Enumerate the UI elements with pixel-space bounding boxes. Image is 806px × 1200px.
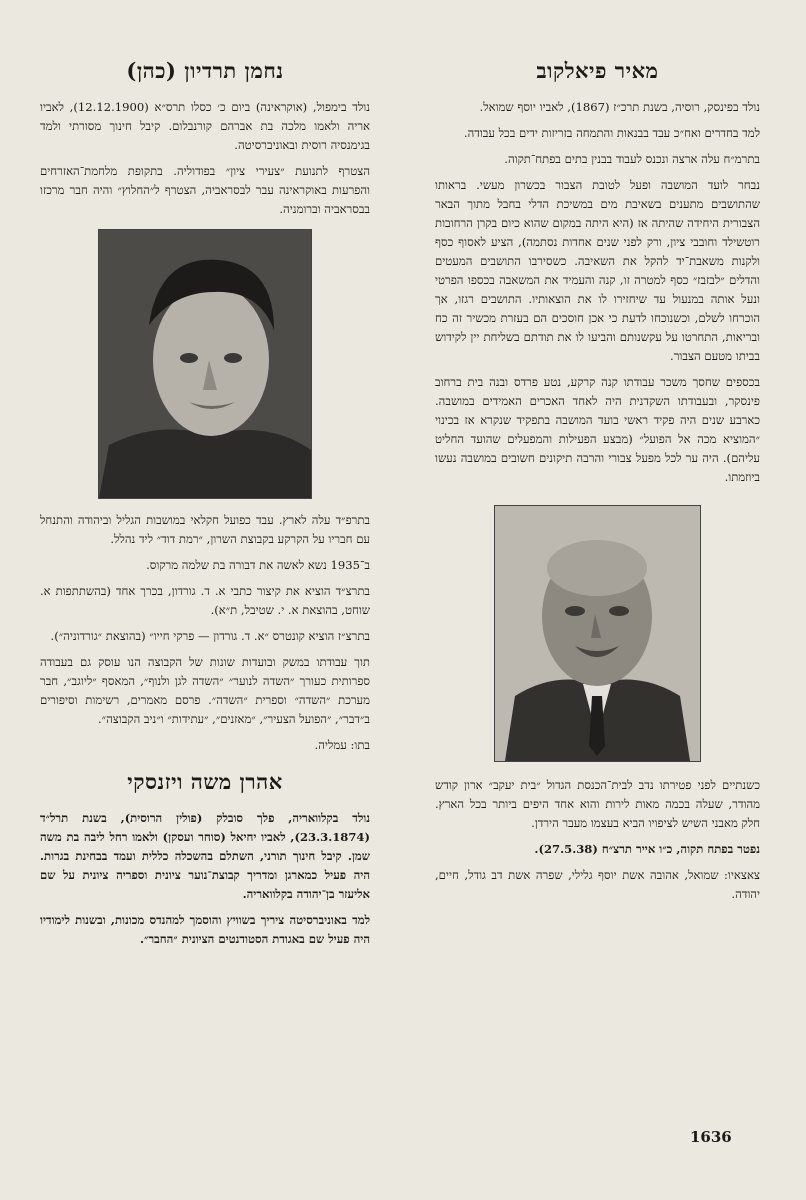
left-paragraph: ב־1935 נשא לאשה את דבורה בת שלמה מרקוס. xyxy=(146,558,370,572)
left-paragraph: בתרפ״ד עלה לארץ. עבד כפועל חקלאי במושבות הגליל וביהודה והתנחל עם חבריו על הקרקע בקבוצת השרון, ״רמת דוד״ ליד נהלל. xyxy=(40,513,370,546)
right-paragraph: נולד בפינסק, רוסיה, בשנת תרכ״ז (1867), לאביו יוסף שמואל. xyxy=(479,100,760,114)
left-paragraph: תוך עבודתו במשק ובועדות שונות של הקבוצה הנו עוסק גם בעבודה ספרותית כעורך ״השדה לנוער״ ״השדה לגן ולנוף״, המאסף ״ליוגב״, חבר מערכת ״השדה״ וספרית ״השדה״. פרסם מאמרים, רשימות וסיפורים ב״דבר״, ״הפועל הצעיר״, ״מאזנים״, ״עתידות״ ו״ניב הקבוצה״. xyxy=(40,655,370,726)
page-number: 1636 xyxy=(690,1128,732,1146)
left-descendants: בתו: עמליה. xyxy=(314,738,370,752)
left-column xyxy=(40,58,370,956)
left-paragraph: נולד בימפול, (אוקראינה) ביום כ׳ כסלו תרס״א (12.12.1900), לאביו אריה ולאמו מלכה בת אברהם קורנבלום. קיבל חינוך מסורתי ולמד בגימנסיה רוסית ובאוניברסיטה. xyxy=(40,100,370,152)
portrait-photo-elderly-man xyxy=(494,505,701,762)
second-paragraph: נולד בקלוואריה, פלך סובלק (פולין הרוסית), בשנת תרל״ד (23.3.1874), לאביו יחיאל (סוחר ועסקן) ולאמו רחל ליבה בת משה שמן. קיבל חינוך תורני, השתלם בהשכלה כללית ועמד בבחינת בגרות. היה פעיל כמארגן ומדריך קבוצת־נוער ציונית וספריה ציונית על שם אליעזר בן־יהודה בקלוואריה. xyxy=(40,811,370,901)
right-biography-title: מאיר פיאלקוב xyxy=(536,58,659,83)
second-paragraph: למד באוניברסיטה ציריך בשוויץ והוסמך למהנדס מכונות, ובשנות לימודיו היה פעיל שם באגודת הסטודנטים הציונית ״החבר״. xyxy=(40,913,370,946)
right-paragraph: כשנתיים לפני פטירתו נדב לבית־הכנסת הגדול ״בית יעקב״ ארון קודש מהודר, שעלה בכמה מאות לירות והוא אחד היפים ביותר בכל הארץ. חלק מאבני השיש לציפויו הביא בעצמו מעבר הירדן. xyxy=(435,778,760,830)
right-paragraph: למד בחדרים ואח״כ עבד בבנאות והתמחה בזריזות ידים בכל עבודה. xyxy=(463,126,760,140)
right-paragraph: בתרמ״ח עלה ארצה ונכנס לעבוד בבנין בתים בפתח־תקוה. xyxy=(504,152,760,166)
left-biography-title: נחמן תרדיון (כהן) xyxy=(126,58,284,83)
left-paragraph: בתרצ״ז הוציא קונטרס ״א. ד. גורדון — פרקי חייו״ (בהוצאת ״גורדוניה״). xyxy=(50,629,370,643)
right-paragraph: בכספים שחסך משכר עבודתו קנה קרקע, נטע פרדס ובנה בית ברחוב פינסקר, ובעבודתו השקדנית היה לאחד האכרים האמידים במושבה. כארבע שנים היה פקיד ראשי בועד המושבה בתפקיד שנקרא אז בכינוי ״המוציא מכה אל הפועל״ (מבצע הפעילות והמפעלים שהועד החליט עליהם). היה ער לכל מפעל צבורי והרבה תיקונים חשובים במושבה נעשו ביוזמתו. xyxy=(435,375,760,484)
right-death-date: נפטר בפתח תקוה, כ״ו אייר תרצ״ח (27.5.38). xyxy=(534,842,760,856)
right-column xyxy=(435,58,760,911)
second-biography-title: אהרן משה ויזנסקי xyxy=(127,769,283,794)
left-paragraph: בתרצ״ד הוציא את קיצור כתבי א. ד. גורדון, בכרך אחד (בהשתתפות א. שוחט, בהוצאת א. י. שטיבל, ת״א). xyxy=(40,584,370,617)
portrait-photo-young-man xyxy=(98,229,312,499)
left-paragraph: הצטרף לתנועת ״צעירי ציון״ בפודוליה. בתקופת מלחמת־האזרחים והפרעות באוקראינה עבר לבסראביה, הצטרף ל״החלוץ״ והיה חבר מרכזו בבסראביה וברומניה. xyxy=(40,164,370,216)
right-paragraph: נבחר לועד המושבה ופעל לטובת הצבור בכשרון מעשי. בראותו שהתושבים מתענים בשאיבת מים במשיכת הדלי בחבל מתוך הבאר הצבורית היחידה שהיתה אז (היא היתה במקום שהוא כיום בקרן הרחובות רוטשילד וחובבי ציון, ורק לפני שנים אחדות נסתמה), הציע לאסוף כסף ולקנות משאבת־יד להקל את השאיבה. כשסירבו התושבים המעטים והדלים ״לבזבז״ כסף למטרה זו, קנה והעמיד את המשאבה בכספו הפרטי ונעל אותה במנעול עד שיחזירו לו את הוצאותיו. התושבים רגזו, אך הוכרחו לשלם, וכשנוכחו לדעת כי אכן חוסכים הם בעזרת מכשיר זה כח ובריאות, התחרטו על עקשנותם והביעו לו את תודתם בשליחת יין לקידוש בביתו מטעם הצבור. xyxy=(435,178,760,363)
right-descendants: צאצאיו: שמואל, אהובה אשת יוסף גלילי, שפרה אשת דב גודל, חיים, יהודה. xyxy=(435,868,760,901)
